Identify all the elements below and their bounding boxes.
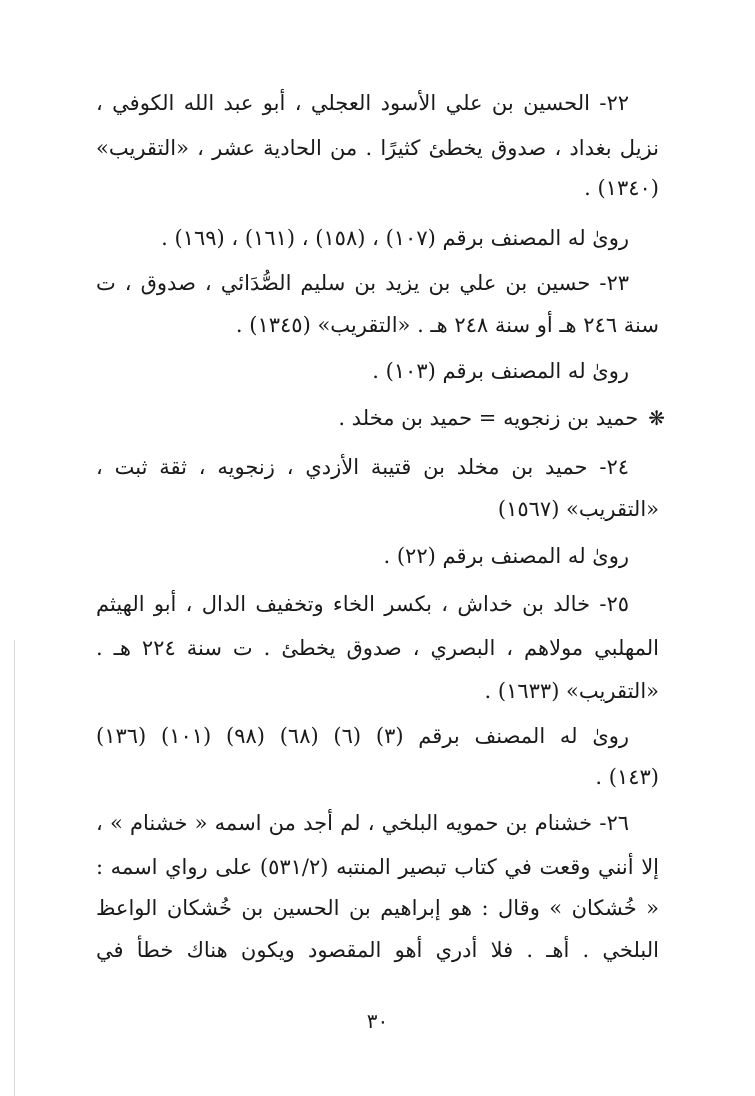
entry-25-rawa-2: (١٤٣) . — [595, 765, 659, 789]
entry-26-line-3: « خُشكان » وقال : هو إبراهيم بن الحسين بن خُشكان الواعظ — [96, 896, 659, 920]
entry-26-line-2: إلا أنني وقعت في كتاب تبصير المنتبه (٥٣١/٢) على رواي اسمه : — [96, 855, 659, 879]
asterisk-icon: ❋ — [648, 406, 665, 430]
entry-25-line-1: ٢٥- خالد بن خداش ، بكسر الخاء وتخفيف الدال ، أبو الهيثم — [96, 592, 630, 616]
entry-25-line-3: «التقريب» (١٦٣٣) . — [484, 679, 659, 703]
entry-23-line-2: سنة ٢٤٦ هـ أو سنة ٢٤٨ هـ . «التقريب» (١٣٤٥) . — [235, 313, 659, 337]
entry-25-line-2: المهلبي مولاهم ، البصري ، صدوق يخطئ . ت سنة ٢٢٤ هـ . — [96, 636, 659, 660]
entry-25-rawa-1: روىٰ له المصنف برقم (٣) (٦) (٦٨) (٩٨) (١٠١) (١٣٦) — [96, 724, 630, 748]
note-humaid — [96, 403, 665, 433]
entry-24-line-2: «التقريب» (١٥٦٧) — [497, 497, 659, 521]
entry-22-line-3: (١٣٤٠) . — [584, 176, 659, 200]
entry-23-line-1: ٢٣- حسين بن علي بن يزيد بن سليم الصُّدَائي ، صدوق ، ت — [96, 271, 629, 295]
entry-23-rawa: روىٰ له المصنف برقم (١٠٣) . — [372, 359, 629, 383]
entry-22-line-2: نزيل بغداد ، صدوق يخطئ كثيرًا . من الحادية عشر ، «التقريب» — [96, 136, 659, 160]
entry-26-line-1: ٢٦- خشنام بن حمويه البلخي ، لم أجد من اسمه « خشنام » ، — [96, 811, 629, 835]
scan-edge-divider — [14, 640, 15, 1096]
entry-26-line-4: البلخي . أهـ . فلا أدري أهو المقصود ويكون هناك خطأ في — [96, 938, 659, 962]
entry-22-line-1: ٢٢- الحسين بن علي الأسود العجلي ، أبو عبد الله الكوفي ، — [96, 91, 629, 115]
entry-24-line-1: ٢٤- حميد بن مخلد بن قتيبة الأزدي ، زنجويه ، ثقة ثبت ، — [96, 455, 629, 479]
entry-22-rawa: روىٰ له المصنف برقم (١٠٧) ، (١٥٨) ، (١٦١) ، (١٦٩) . — [161, 226, 629, 250]
entry-24-rawa: روىٰ له المصنف برقم (٢٢) . — [383, 544, 629, 568]
note-humaid-text: حميد بن زنجويه = حميد بن مخلد . — [338, 406, 639, 430]
page-number: ٣٠ — [366, 1009, 389, 1033]
